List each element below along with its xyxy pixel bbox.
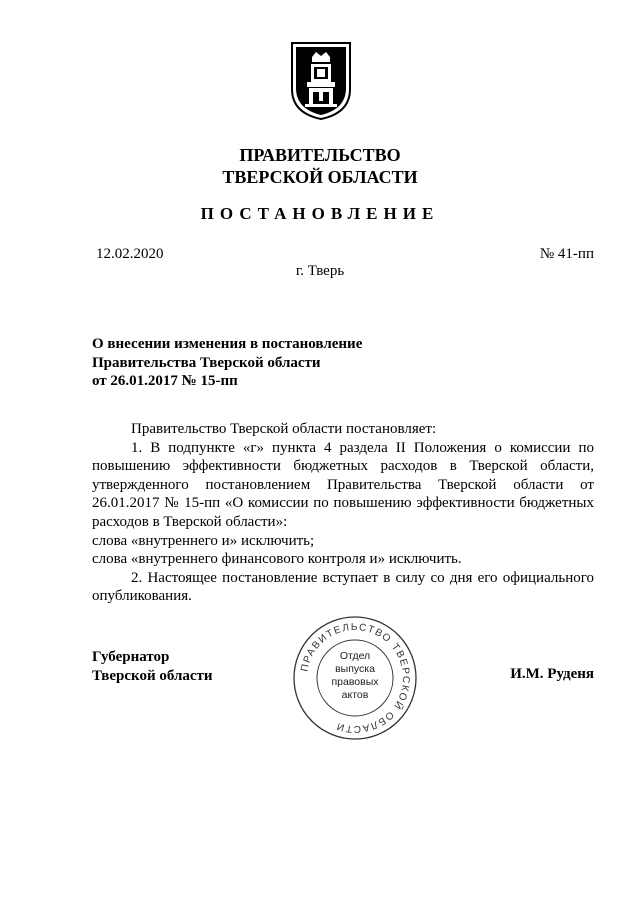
document-type: ПОСТАНОВЛЕНИЕ (200, 204, 440, 223)
organization-name-line2: ТВЕРСКОЙ ОБЛАСТИ (222, 167, 418, 187)
signatory-title (92, 648, 213, 685)
document-city: г. Тверь (295, 263, 345, 279)
signatory-title-line1: Губернатор (92, 649, 170, 665)
subject-line2: Правительства Тверской области (92, 354, 321, 371)
stamp-center-line1: Отдел (339, 650, 371, 662)
body-paragraph-item1: 1. В подпункте «г» пункта 4 раздела II Положения о комиссии по повышению эффективности бюджетных расходов в Тверской области, утвержденного постановлением Правительства Тверской области от 26.01.2017 № 15-пп «О комиссии по повышению эффективности бюджетных расходов в Тверской области»: (92, 439, 594, 530)
document-number: № 41-пп (539, 246, 594, 262)
body-paragraph-intro: Правительство Тверской области постановляет: (131, 421, 437, 437)
stamp-center-line3: правовых (331, 676, 379, 688)
document-body (92, 420, 594, 606)
body-paragraph-item1-b: слова «внутреннего финансового контроля и» исключить. (92, 551, 462, 568)
stamp-ring-text: ПРАВИТЕЛЬСТВО ТВЕРСКОЙ ОБЛАСТИ (299, 621, 412, 735)
stamp-center-line2: выпуска (335, 663, 375, 675)
coat-of-arms-emblem (290, 41, 352, 121)
stamp-center-line4: актов (341, 689, 369, 701)
organization-name (0, 144, 640, 188)
signatory-title-line2: Тверской области (92, 667, 213, 684)
signatory-name: И.М. Руденя (510, 666, 594, 682)
body-paragraph-item2: 2. Настоящее постановление вступает в силу со дня его официального опубликования. (92, 569, 594, 605)
document-date: 12.02.2020 (96, 246, 164, 262)
stamp-center-text (330, 650, 380, 702)
subject-line3: от 26.01.2017 № 15-пп (92, 373, 238, 389)
subject-line1: О внесении изменения в постановление (92, 336, 363, 352)
document-subject (92, 335, 362, 391)
body-paragraph-item1-a: слова «внутреннего и» исключить; (92, 532, 315, 549)
organization-name-line1: ПРАВИТЕЛЬСТВО (239, 145, 401, 165)
